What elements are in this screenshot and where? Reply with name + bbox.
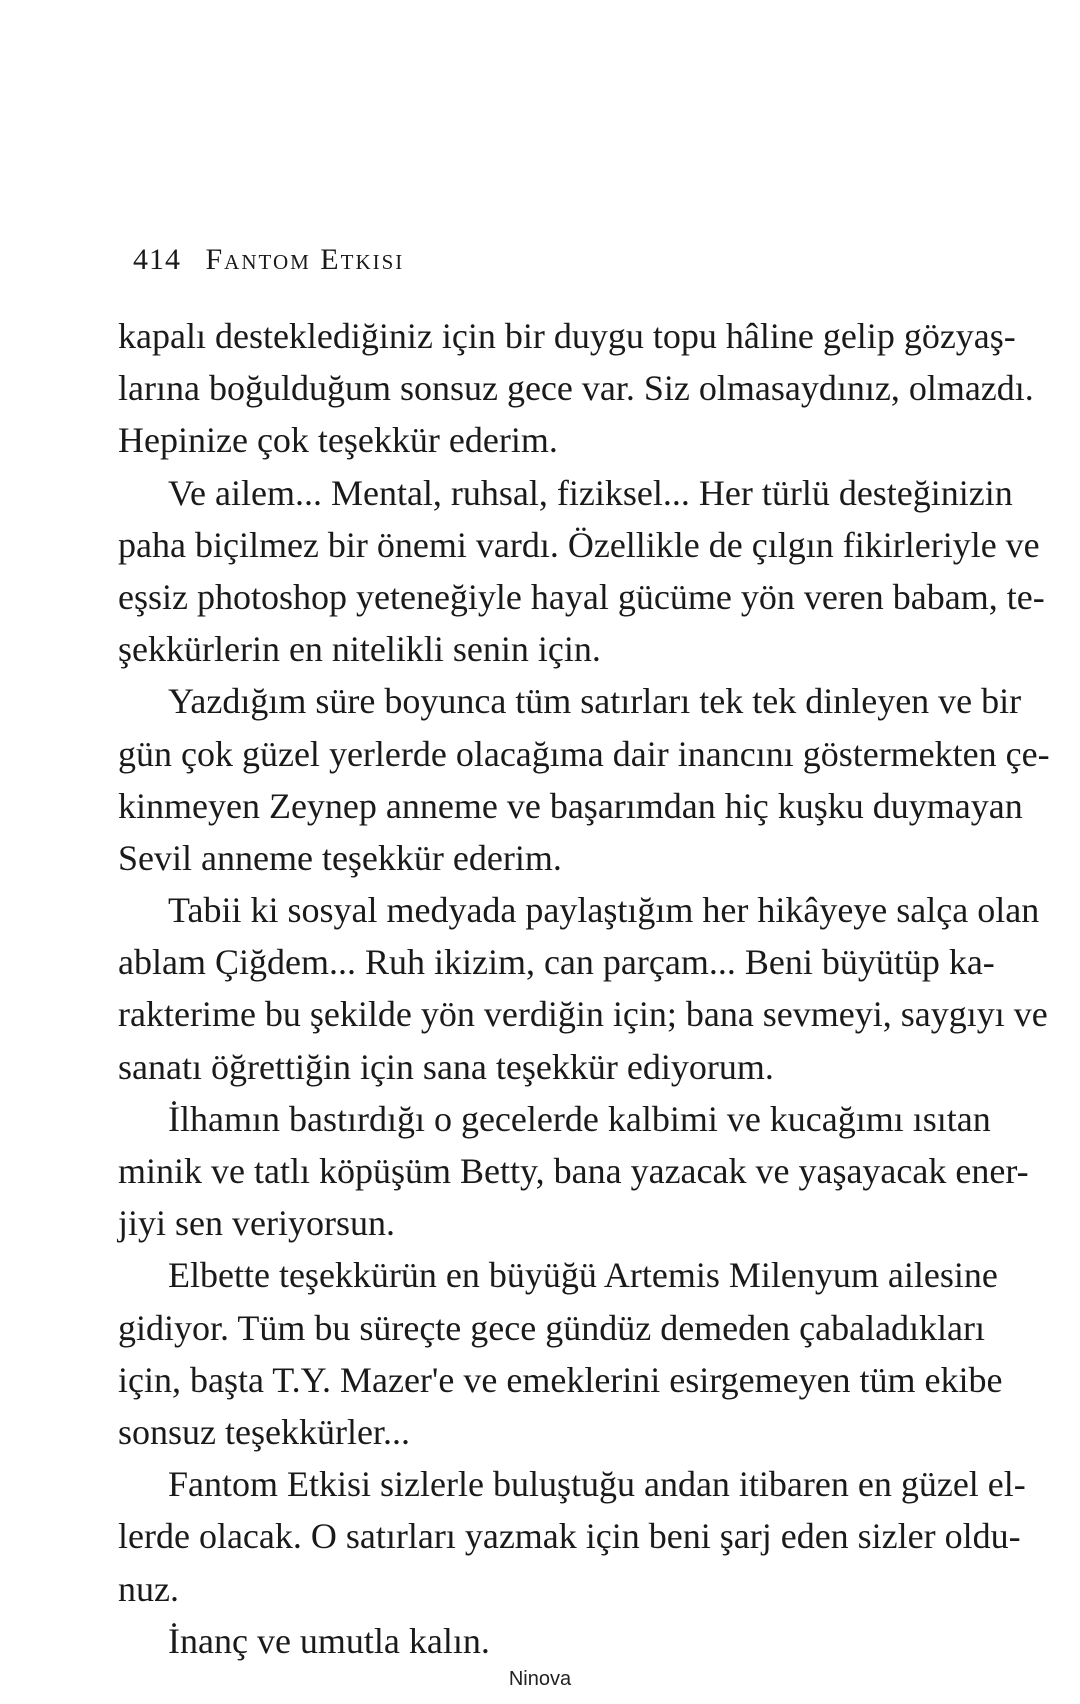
text-line: lerde olacak. O satırları yazmak için beni şarj eden sizler oldu- — [118, 1516, 1021, 1557]
text-line: Fantom Etkisi sizlerle buluştuğu andan itibaren en güzel el- — [168, 1464, 1026, 1505]
page-header — [133, 243, 404, 277]
text-line: Tabii ki sosyal medyada paylaştığım her hikâyeye salça olan — [168, 890, 1040, 931]
text-line: sonsuz teşekkürler... — [118, 1411, 410, 1452]
text-line: paha biçilmez bir önemi vardı. Özellikle de çılgın fikirleriyle ve — [118, 524, 1040, 565]
text-line: İlhamın bastırdığı o gecelerde kalbimi ve kucağımı ısıtan — [168, 1098, 991, 1139]
page-number: 414 — [133, 243, 181, 276]
text-line: larına boğulduğum sonsuz gece var. Siz olmasaydınız, olmazdı. — [118, 368, 1034, 409]
text-line: Sevil anneme teşekkür ederim. — [118, 837, 562, 878]
text-line: için, başta T.Y. Mazer'e ve emeklerini esirgemeyen tüm ekibe — [118, 1359, 1003, 1400]
text-line: gün çok güzel yerlerde olacağıma dair inancını göstermekten çe- — [118, 733, 1050, 774]
body-text — [118, 310, 1050, 1667]
text-line: ablam Çiğdem... Ruh ikizim, can parçam... Beni büyütüp ka- — [118, 942, 995, 983]
text-line: Elbette teşekkürün en büyüğü Artemis Milenyum ailesine — [168, 1255, 998, 1296]
text-line: kinmeyen Zeynep anneme ve başarımdan hiç kuşku duymayan — [118, 785, 1023, 826]
text-line: sanatı öğrettiğin için sana teşekkür ediyorum. — [118, 1046, 774, 1087]
text-line: eşsiz photoshop yeteneğiyle hayal gücüme yön veren babam, te- — [118, 576, 1045, 617]
text-line: gidiyor. Tüm bu süreçte gece gündüz demeden çabaladıkları — [118, 1307, 986, 1348]
text-line: jiyi sen veriyorsun. — [118, 1203, 395, 1244]
text-line: minik ve tatlı köpüşüm Betty, bana yazacak ve yaşayacak ener- — [118, 1151, 1029, 1191]
text-line: şekkürlerin en nitelikli senin için. — [118, 629, 601, 670]
watermark: Ninova — [508, 1668, 572, 1690]
text-line: Hepinize çok teşekkür ederim. — [118, 420, 558, 461]
text-line: nuz. — [118, 1568, 179, 1609]
running-title: Fantom Etkisi — [205, 243, 405, 276]
text-line: İnanç ve umutla kalın. — [168, 1620, 490, 1661]
text-line: Yazdığım süre boyunca tüm satırları tek tek dinleyen ve bir — [168, 681, 1022, 722]
text-line: kapalı desteklediğiniz için bir duygu topu hâline gelip gözyaş- — [118, 316, 1016, 356]
text-line: Ve ailem... Mental, ruhsal, fiziksel... Her türlü desteğinizin — [168, 472, 1013, 513]
text-line: rakterime bu şekilde yön verdiğin için; bana sevmeyi, saygıyı ve — [118, 994, 1048, 1035]
